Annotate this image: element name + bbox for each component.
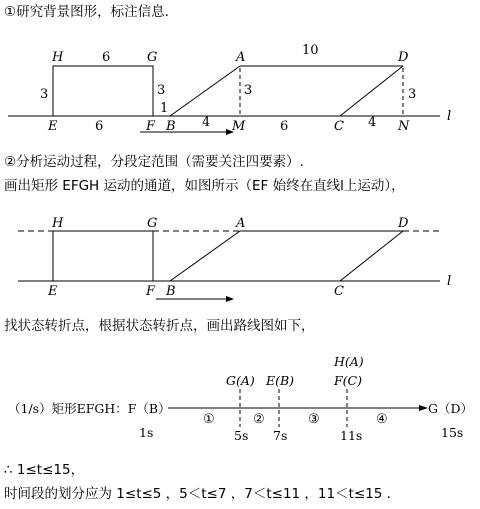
time-5s: 5s: [234, 428, 249, 443]
label-a: A: [236, 50, 246, 65]
marker-label-ga: G(A): [226, 373, 255, 388]
label-f-2: F: [146, 284, 156, 299]
label-e-2: E: [48, 284, 58, 299]
length-cn: 4: [368, 115, 377, 130]
rectangle-efgh: [53, 66, 153, 116]
label-d: D: [398, 50, 409, 65]
label-f: F: [146, 119, 156, 134]
figure-3-route: [0, 345, 480, 445]
route-end-label: G（D）: [428, 401, 474, 416]
segment-ab-2: [170, 231, 240, 281]
conclusion-range: ∴ 1≤t≤15，: [4, 462, 85, 478]
length-he: 3: [40, 87, 49, 102]
motion-arrowhead-2: [226, 296, 234, 302]
label-l-2: l: [447, 274, 452, 289]
label-a-2: A: [236, 216, 246, 231]
time-segments: 时间段的划分应为 1≤t≤5 ，5＜t≤7 ，7＜t≤11 ，11＜t≤15 .: [4, 486, 391, 502]
step2-description: 画出矩形 EFGH 运动的通道，如图所示（EF 始终在直线l上运动），: [4, 178, 405, 194]
route-start-label: （1/s）矩形EFGH：F（B）: [8, 401, 171, 416]
figure-1-background: [0, 40, 480, 140]
segment-2: ②: [253, 412, 265, 427]
time-11s: 11s: [340, 428, 363, 443]
time-15s: 15s: [441, 425, 464, 440]
segment-3: ③: [308, 412, 320, 427]
figure-2-channel: [0, 205, 480, 305]
marker-label-eb: E(B): [266, 373, 295, 388]
segment-4: ④: [376, 412, 388, 427]
length-mc: 6: [280, 119, 289, 134]
step1-heading: ①研究背景图形，标注信息.: [4, 4, 169, 20]
label-m: M: [232, 119, 246, 134]
segment-1: ①: [203, 412, 215, 427]
label-h: H: [52, 50, 64, 65]
segment-cd: [340, 66, 403, 116]
label-e: E: [48, 119, 58, 134]
time-7s: 7s: [273, 428, 288, 443]
label-g-2: G: [147, 216, 158, 231]
step2-heading: ②分析运动过程，分段定范围（需要关注四要素）.: [4, 154, 304, 170]
step3-heading: 找状态转折点，根据状态转折点，画出路线图如下，: [4, 318, 315, 334]
route-arrowhead: [419, 405, 428, 411]
label-b-2: B: [166, 284, 176, 299]
length-ad: 10: [302, 43, 319, 58]
length-ef: 6: [95, 119, 104, 134]
label-c: C: [334, 119, 344, 134]
segment-cd-2: [340, 231, 403, 281]
marker-label-fc: F(C): [334, 373, 362, 388]
length-dn: 3: [408, 87, 417, 102]
marker-label-ha: H(A): [334, 354, 364, 369]
label-b: B: [166, 119, 176, 134]
time-1s: 1s: [139, 425, 154, 440]
label-d-2: D: [398, 216, 409, 231]
label-n: N: [398, 119, 410, 134]
length-hg: 6: [102, 50, 111, 65]
label-c-2: C: [334, 284, 344, 299]
length-am: 3: [244, 83, 253, 98]
label-l: l: [447, 109, 452, 124]
length-fb: 1: [160, 101, 169, 116]
length-gf: 3: [157, 83, 166, 98]
label-g: G: [147, 50, 158, 65]
length-bm: 4: [202, 115, 211, 130]
label-h-2: H: [52, 216, 64, 231]
segment-ab: [170, 66, 240, 116]
